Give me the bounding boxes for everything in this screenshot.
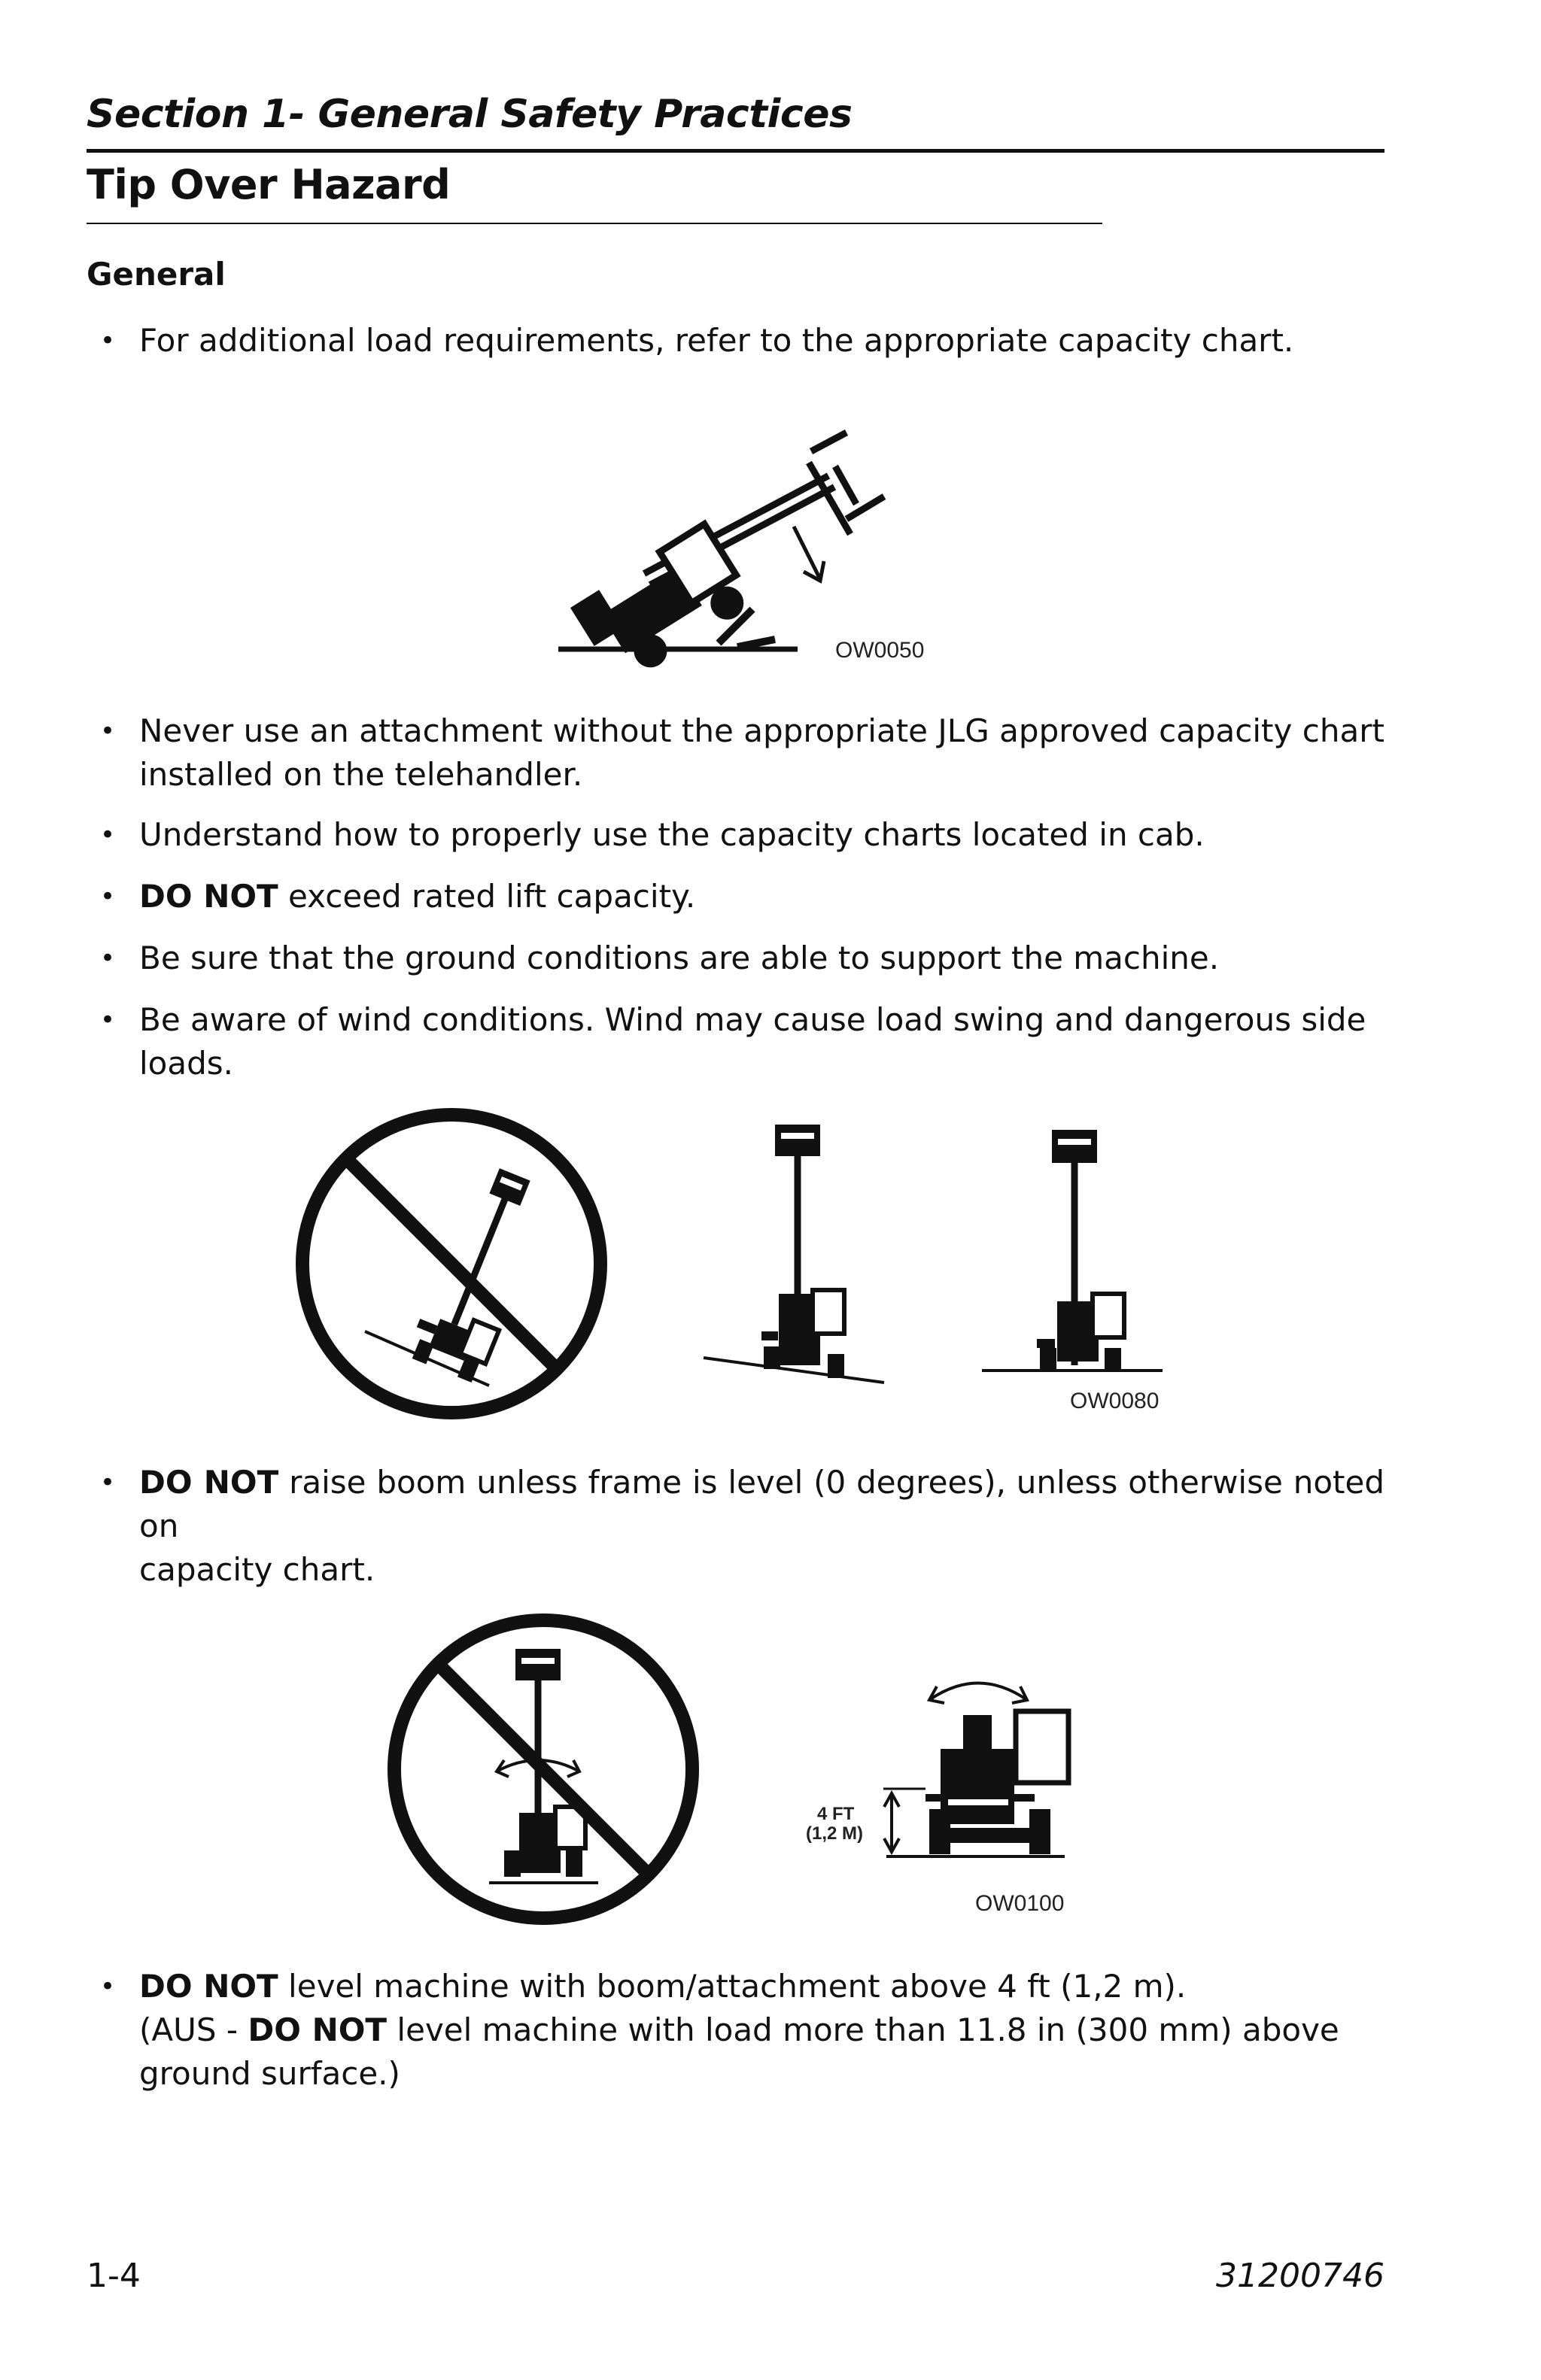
bullet-text-line: level machine with load more than 11.8 in (300 mm) above [387,2011,1339,2048]
page-number: 1-4 [87,2257,141,2295]
bullet-text-line: ground surface.) [139,2055,400,2092]
figure-code: OW0100 [975,1891,1065,1916]
page-title: Tip Over Hazard [87,161,451,208]
bullet-text: Be aware of wind conditions. Wind may cause load swing and dangerous side loads. [139,1001,1366,1082]
fork-carriage [809,433,884,534]
bullet-item [87,998,1384,1085]
arrow-down-icon [794,527,824,581]
warning-emphasis: DO NOT [139,1464,279,1501]
bullet-text-line: installed on the telehandler. [139,756,583,793]
height-label-m: (1,2 M) [806,1823,864,1844]
bullet-dot: • [100,1972,116,2002]
bullet-text-line: (AUS - [139,2011,248,2048]
bullet-dot: • [100,326,116,356]
bullet-dot: • [100,820,116,850]
bullet-text: exceed rated lift capacity. [278,878,696,915]
bullet-text-line: capacity chart. [139,1551,375,1588]
bullet-dot: • [100,1005,116,1035]
bullet-item [87,319,1384,363]
bullet-text: Understand how to properly use the capacity charts located in cab. [139,816,1205,853]
sway-arrow-icon [929,1683,1027,1701]
height-label-ft: 4 FT [817,1804,855,1824]
sub-heading: General [87,256,226,293]
level-machine [982,1130,1163,1371]
bullet-text-line: raise boom unless frame is level (0 degrees), unless otherwise noted on [139,1464,1384,1544]
bullet-text-line: level machine with boom/attachment above 4 ft (1,2 m). [278,1968,1187,2005]
low-boom-machine [883,1683,1068,1857]
bullet-item [87,1965,1384,2096]
bullet-item [87,813,1384,857]
bullet-dot: • [100,1468,116,1498]
figure-code: OW0080 [1070,1389,1160,1413]
document-number: 31200746 [1216,2257,1384,2295]
bullet-item [87,709,1384,797]
slope-upright-machine [704,1125,884,1383]
warning-emphasis: DO NOT [139,1968,278,2005]
bullet-dot: • [100,943,116,973]
bullet-item [87,1461,1384,1592]
level-frame-figure [293,1106,1196,1437]
bullet-item [87,875,1384,918]
section-rule [87,149,1384,153]
warning-emphasis: DO NOT [139,878,278,915]
bullet-text: For additional load requirements, refer to the appropriate capacity chart. [139,322,1294,359]
title-rule [87,223,1102,224]
bullet-text: Be sure that the ground conditions are able to support the machine. [139,940,1220,976]
figure-code: OW0050 [835,638,925,663]
warning-emphasis: DO NOT [248,2011,388,2048]
bullet-text-line: Never use an attachment without the appropriate JLG approved capacity chart [139,712,1384,749]
bullet-dot: • [100,716,116,746]
section-title: Section 1- General Safety Practices [87,92,853,137]
bullet-dot: • [100,882,116,912]
bullet-item [87,937,1384,980]
